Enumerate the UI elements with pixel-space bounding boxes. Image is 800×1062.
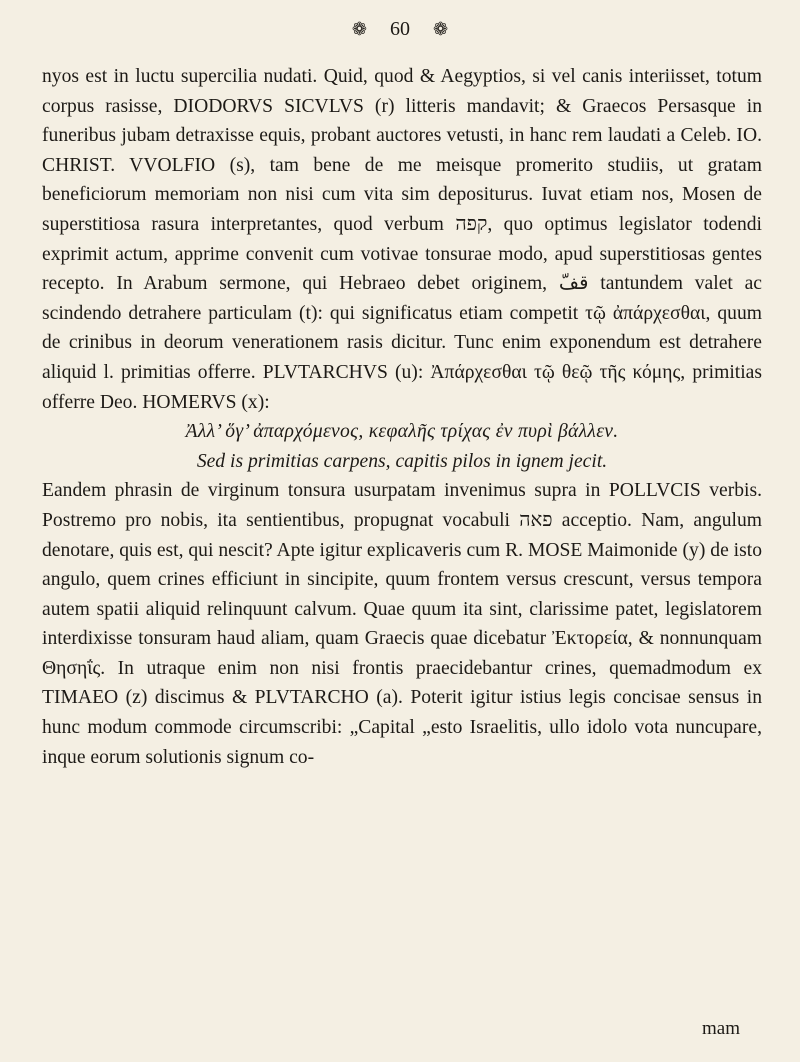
ornament-left-icon: ❁ (351, 19, 367, 39)
verse-translation: Sed is primitias carpens, capitis pilos in ignem jecit. (196, 450, 608, 472)
paragraph: nyos est in luctu supercilia nudati. Quid, quod & Aegyptios, si vel canis interiisset, totum corpus rasisse, DIODORVS SICVLVS (r) litteris mandavit; & Graecos Persasque in funeribus jubam detraxisse equis, probant auctores vetusti, in hanc rem laudati a Celeb. IO. CHRIST. VVOLFIO (s), tam bene de me meisque promerito studiis, ut gratam beneficiorum memoriam non nisi cum vita sim depositurus. Iuvat etiam nos, Mosen de superstitiosa rasura interpretantes, quod verbum קפה, quo optimus legislator todendi exprimit actum, apprime convenit cum votivae tonsurae modo, apud superstitiosas gentes recepto. In Arabum sermone, qui Hebraeo debet originem, قفّ tantundem valet ac scindendo detrahere particulam (t): qui significatus etiam competit τῷ ἀπάρχεσθαι, quum de crinibus in deorum venerationem rasis dicitur. Tunc enim exponendum est detrahere aliquid l. primitias offerre. PLVTARCHVS (u): Ἀπάρχεσθαι τῷ θεῷ τῆς κόμης, primitias offerre Deo. HOMERVS (x): (42, 66, 762, 413)
page-number: 60 (390, 18, 410, 40)
main-text (42, 62, 762, 772)
greek-verse: Ἀλλ’ ὅγ’ ἀπαρχόμενος, κεφαλῆς τρίχας ἐν πυρὶ βάλλεν. (185, 421, 619, 443)
ornament-right-icon: ❁ (433, 19, 449, 39)
catchword: mam (702, 1018, 740, 1039)
running-head (0, 18, 800, 41)
paragraph: Eandem phrasin de virginum tonsura usurpatam invenimus supra in POLLVCIS verbis. Postremo pro nobis, ita sentientibus, propugnat vocabuli פאה acceptio. Nam, angulum denotare, quis est, qui nescit? Apte igitur explicaveris cum R. MOSE Maimonide (y) de isto angulo, quem crines efficiunt in sincipite, quum frontem versus crescunt, versus tempora autem spatii aliquid relinquunt calvum. Quae quum ita sint, clarissime patet, legislatorem interdixisse tonsuram haud aliam, quam Graecis quae dicebatur Ἐκτορεία, & nonnunquam Θησηΐς. In utraque enim non nisi frontis praecidebantur crines, quemadmodum ex TIMAEO (z) discimus & PLVTARCHO (a). Poterit igitur istius legis concisae sensus in hunc modum commode circumscribi: „Capital „esto Israelitis, ullo idolo vota nuncupare, inque eorum solutionis signum co- (42, 480, 762, 768)
